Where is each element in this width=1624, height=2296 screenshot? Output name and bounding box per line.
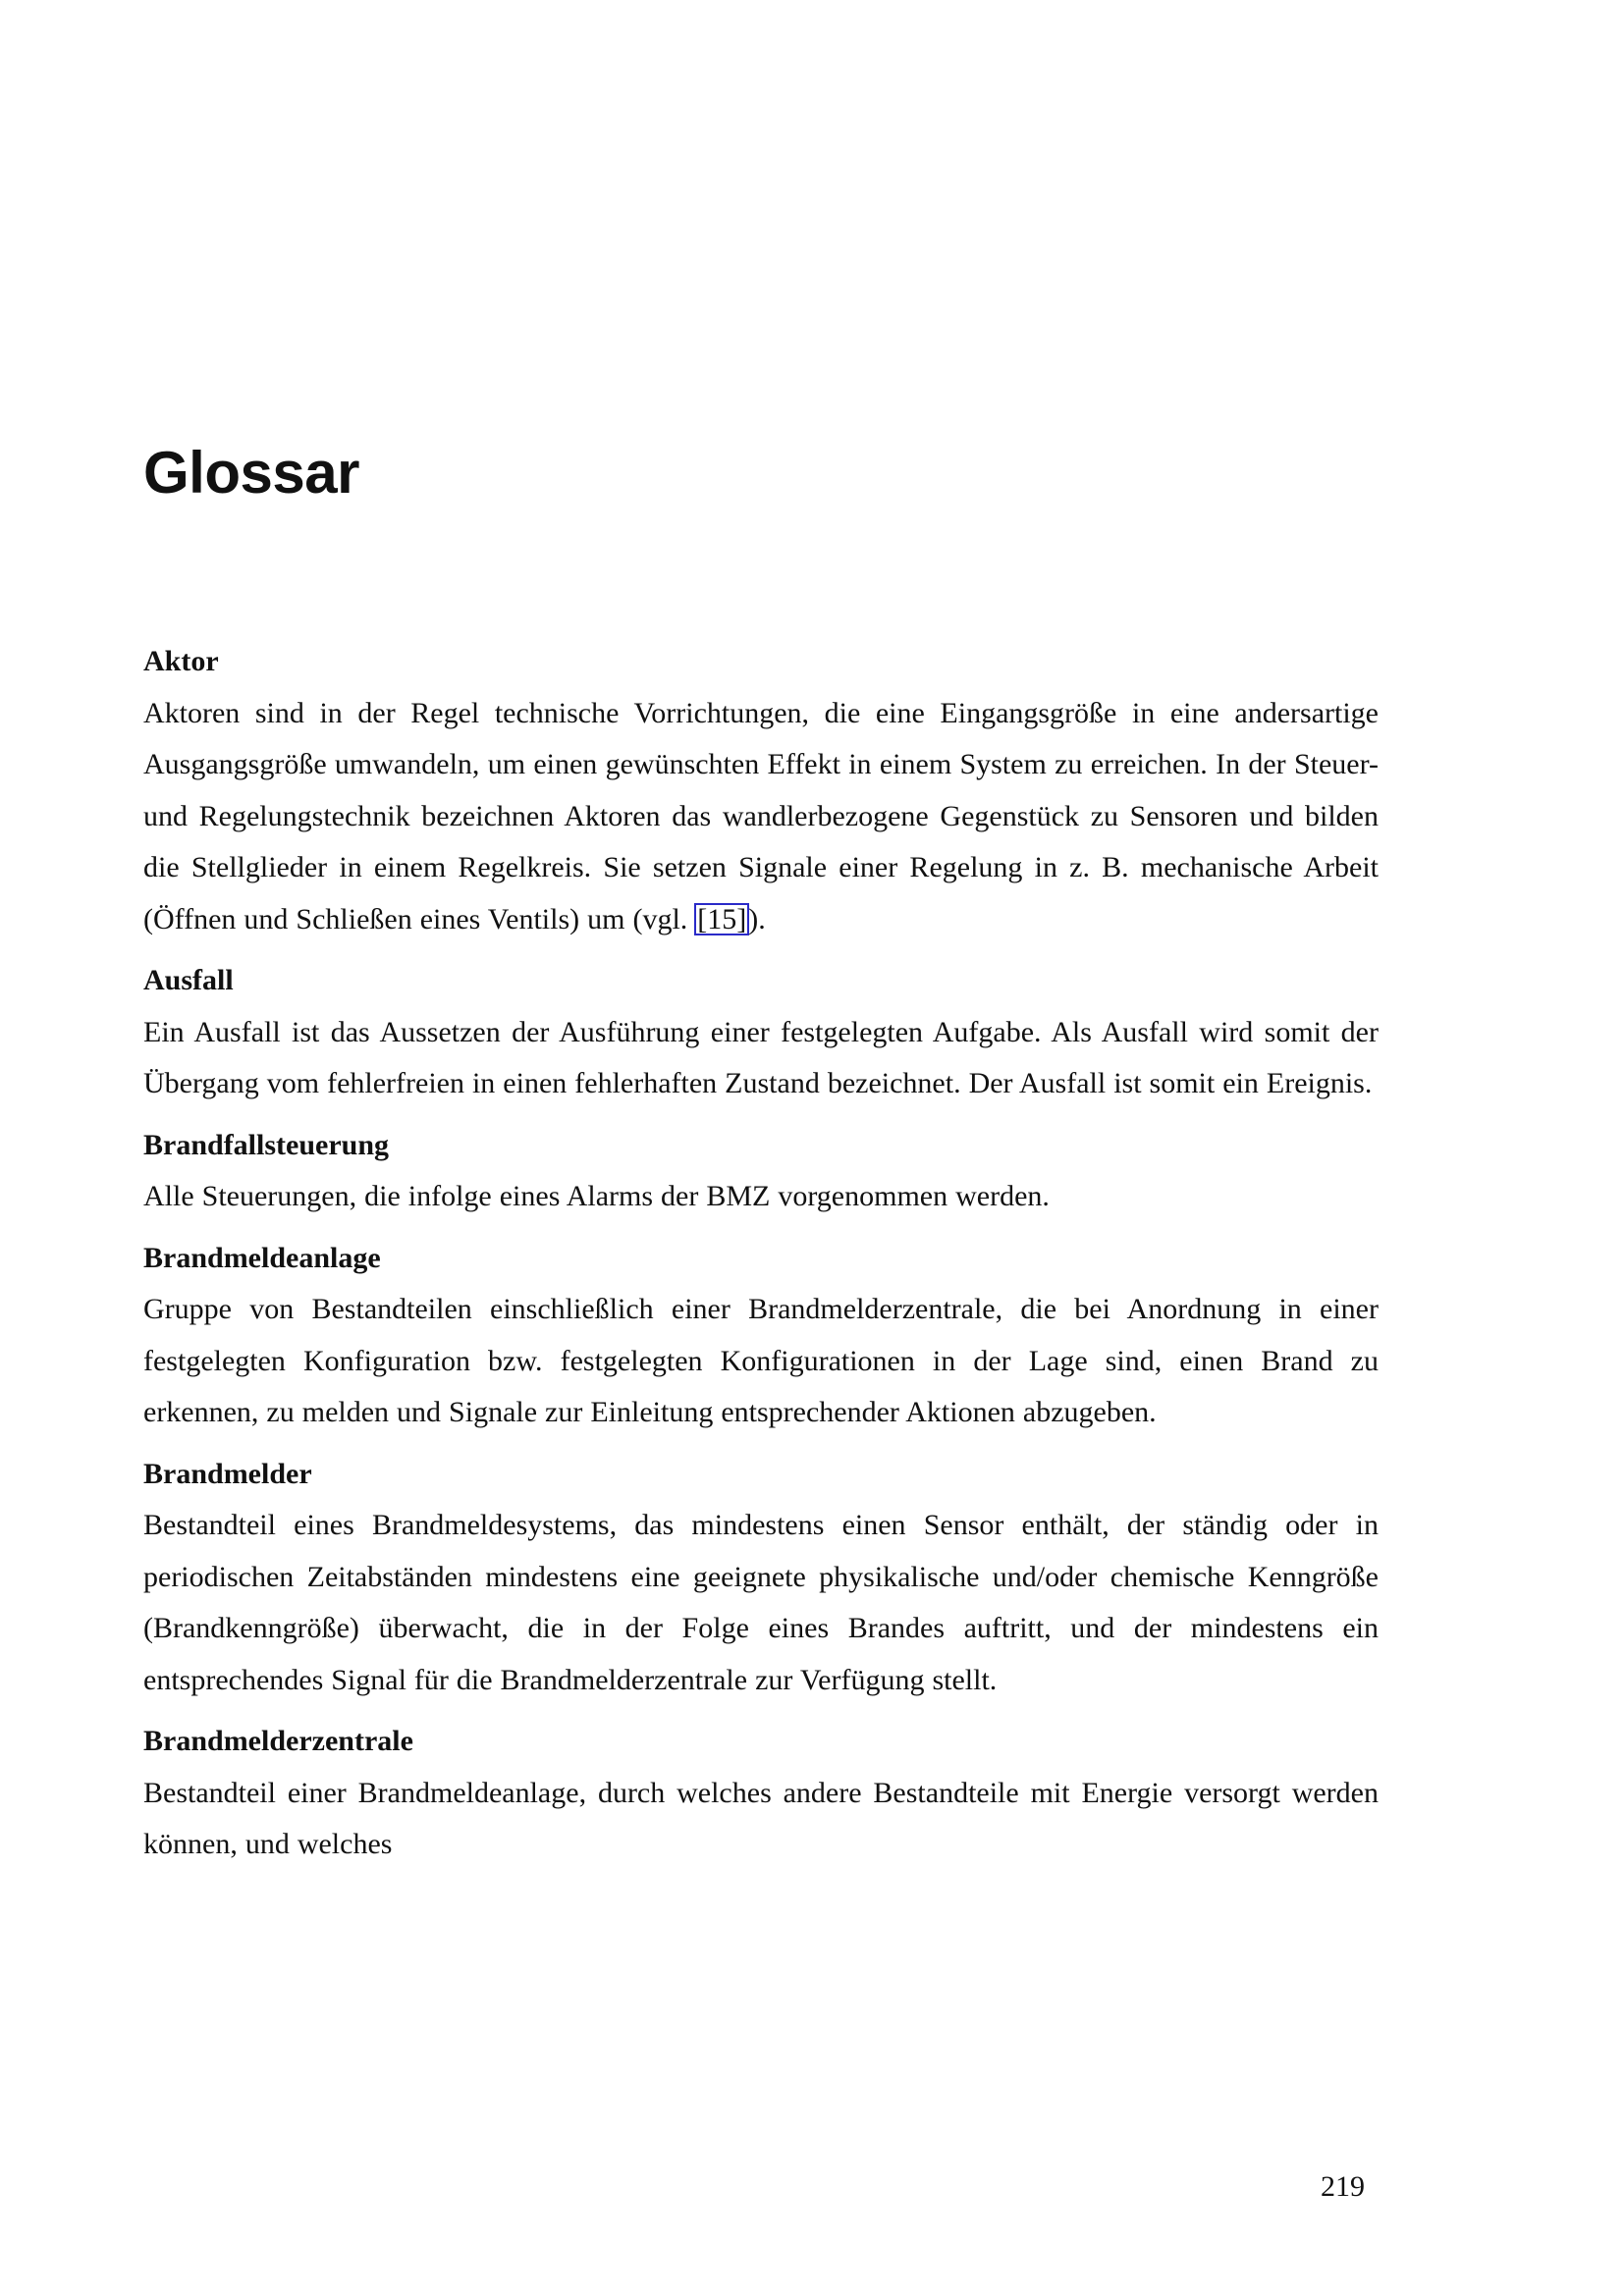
entry-term: Brandmelderzentrale: [143, 1725, 413, 1757]
entry-definition: Bestandteil einer Brandmeldeanlage, durch welches andere Bestandteile mit Energie versorgt werden können, und welches: [143, 1776, 1379, 1860]
glossary-entry-ausfall: [143, 955, 1379, 1110]
page-number: 219: [1321, 2170, 1365, 2203]
entry-term: Aktor: [143, 645, 219, 677]
glossary-list: [143, 636, 1379, 1881]
glossary-entry-brandmelder: [143, 1449, 1379, 1707]
entry-term: Brandmeldeanlage: [143, 1241, 381, 1274]
glossary-entry-brandmelderzentrale: [143, 1716, 1379, 1871]
entry-definition: Alle Steuerungen, die infolge eines Alarms der BMZ vorgenommen werden.: [143, 1180, 1050, 1212]
definition-text: Aktoren sind in der Regel technische Vorrichtungen, die eine Eingangsgröße in eine andersartige Ausgangsgröße umwandeln, um einen gewünschten Effekt in einem System zu erreichen. In der Steuer- und Regelungstechnik bezeichnen Aktoren das wandlerbezogene Gegenstück zu Sensoren und bilden die Stellglieder in einem Regelkreis. Sie setzen Signale einer Regelung in z. B. mechanische Arbeit (Öffnen und Schließen eines Ventils) um (vgl.: [143, 696, 1379, 935]
glossary-entry-brandfallsteuerung: [143, 1120, 1379, 1223]
entry-definition: Bestandteil eines Brandmeldesystems, das mindestens einen Sensor enthält, der ständig oder in periodischen Zeitabständen mindestens eine geeignete physikalische und/oder chemische Kenngröße (Brandkenngröße) überwacht, die in der Folge eines Brandes auftritt, und der mindestens ein entsprechendes Signal für die Brandmelderzentrale zur Verfügung stellt.: [143, 1509, 1379, 1696]
entry-definition: Gruppe von Bestandteilen einschließlich einer Brandmelderzentrale, die bei Anordnung in einer festgelegten Konfiguration bzw. festgelegten Konfigurationen in der Lage sind, einen Brand zu erkennen, zu melden und Signale zur Einleitung entsprechender Aktionen abzugeben.: [143, 1293, 1379, 1428]
entry-definition: Ein Ausfall ist das Aussetzen der Ausführung einer festgelegten Aufgabe. Als Ausfall wird somit der Übergang vom fehlerfreien in einen fehlerhaften Zustand bezeichnet. Der Ausfall ist somit ein Ereignis.: [143, 1015, 1379, 1099]
entry-term: Ausfall: [143, 964, 234, 996]
entry-definition: [143, 688, 1379, 946]
entry-term: Brandmelder: [143, 1457, 312, 1490]
glossary-entry-aktor: [143, 636, 1379, 945]
definition-text-end: ).: [748, 902, 766, 935]
citation-link[interactable]: [15]: [697, 902, 747, 935]
page-title: Glossar: [143, 440, 359, 506]
glossary-entry-brandmeldeanlage: [143, 1233, 1379, 1439]
entry-term: Brandfallsteuerung: [143, 1128, 390, 1161]
